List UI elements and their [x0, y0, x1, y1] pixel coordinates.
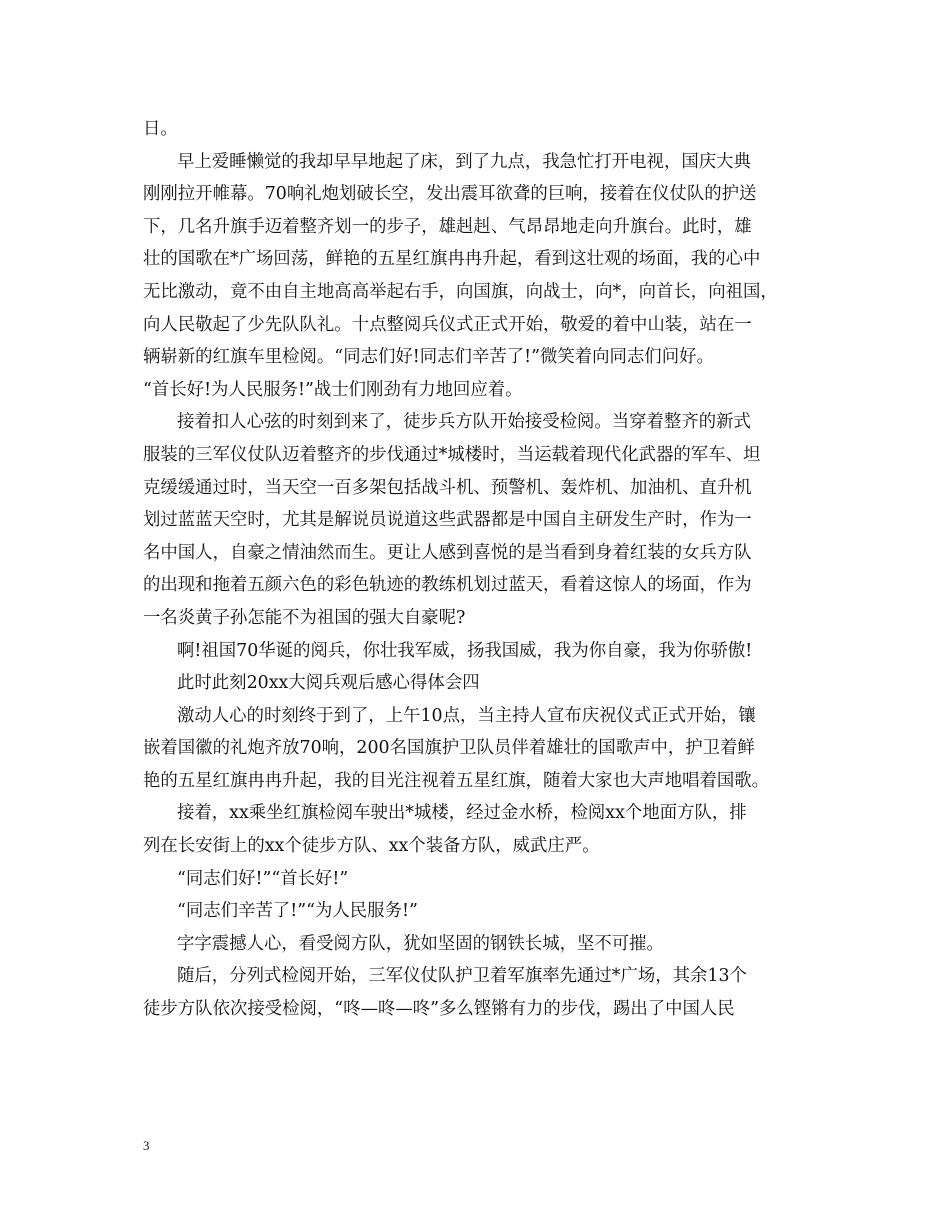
text-line: 划过蓝蓝天空时，尤其是解说员说道这些武器都是中国自主研发生产时，作为一	[143, 510, 752, 531]
document-body	[143, 113, 823, 1026]
text-line: 激动人心的时刻终于到了，上午10点，当主持人宣布庆祝仪式正式开始，镶	[177, 705, 756, 726]
text-line: 随后，分列式检阅开始，三军仪仗队护卫着军旗率先通过*广场，其余13个	[177, 966, 747, 987]
text-line: “同志们好!”“首长好!”	[177, 868, 349, 889]
text-line: 嵌着国徽的礼炮齐放70响，200名国旗护卫队员伴着雄壮的国歌声中，护卫着鲜	[143, 738, 755, 759]
text-line: 下，几名升旗手迈着整齐划一的步子，雄赳赳、气昂昂地走向升旗台。此时，雄	[143, 216, 752, 237]
text-line: 此时此刻20xx大阅兵观后感心得体会四	[177, 673, 480, 694]
text-line: 早上爱睡懒觉的我却早早地起了床，到了九点，我急忙打开电视，国庆大典	[177, 151, 751, 172]
text-line: “同志们辛苦了!”“为人民服务!”	[177, 901, 418, 922]
text-line: 字字震撼人心，看受阅方队，犹如坚固的钢铁长城，坚不可摧。	[177, 933, 664, 954]
text-line: 一名炎黄子孙怎能不为祖国的强大自豪呢?	[143, 607, 466, 628]
text-line: 日。	[143, 119, 178, 139]
page-number: 3	[143, 1138, 150, 1153]
text-line: 壮的国歌在*广场回荡，鲜艳的五星红旗冉冉升起，看到这壮观的场面，我的心中	[143, 249, 761, 270]
text-line: 克缓缓通过时，当天空一百多架包括战斗机、预警机、轰炸机、加油机、直升机	[143, 477, 752, 498]
text-line: 刚刚拉开帷幕。70响礼炮划破长空，发出震耳欲聋的巨响，接着在仪仗队的护送	[143, 184, 757, 205]
text-line: 无比激动，竟不由自主地高高举起右手，向国旗，向战士，向*，向首长，向祖国，	[143, 281, 778, 302]
text-line: 的出现和拖着五颜六色的彩色轨迹的教练机划过蓝天，看着这惊人的场面，作为	[143, 575, 752, 596]
text-line: 向人民敬起了少先队队礼。十点整阅兵仪式正式开始，敬爱的着中山装，站在一	[143, 314, 752, 335]
text-line: 列在长安街上的xx个徒步方队、xx个装备方队，威武庄严。	[143, 836, 600, 857]
text-line: “首长好!为人民服务!”战士们刚劲有力地回应着。	[143, 379, 523, 400]
text-line: 接着，xx乘坐红旗检阅车驶出*城楼，经过金水桥，检阅xx个地面方队，排	[177, 803, 747, 824]
text-line: 服装的三军仪仗队迈着整齐的步伐通过*城楼时，当运载着现代化武器的军车、坦	[143, 444, 761, 465]
text-line: 辆崭新的红旗车里检阅。“同志们好!同志们辛苦了!”微笑着向同志们问好。	[143, 347, 714, 368]
text-line: 名中国人，自豪之情油然而生。更让人感到喜悦的是当看到身着红装的女兵方队	[143, 542, 752, 563]
text-line: 徒步方队依次接受检阅，“咚—咚—咚”多么铿锵有力的步伐，踢出了中国人民	[143, 999, 735, 1020]
text-line: 啊!祖国70华诞的阅兵，你壮我军威，扬我国威，我为你自豪，我为你骄傲!	[177, 640, 753, 661]
text-line: 接着扣人心弦的时刻到来了，徒步兵方队开始接受检阅。当穿着整齐的新式	[177, 412, 751, 433]
text-line: 艳的五星红旗冉冉升起，我的目光注视着五星红旗，随着大家也大声地唱着国歌。	[143, 770, 770, 791]
